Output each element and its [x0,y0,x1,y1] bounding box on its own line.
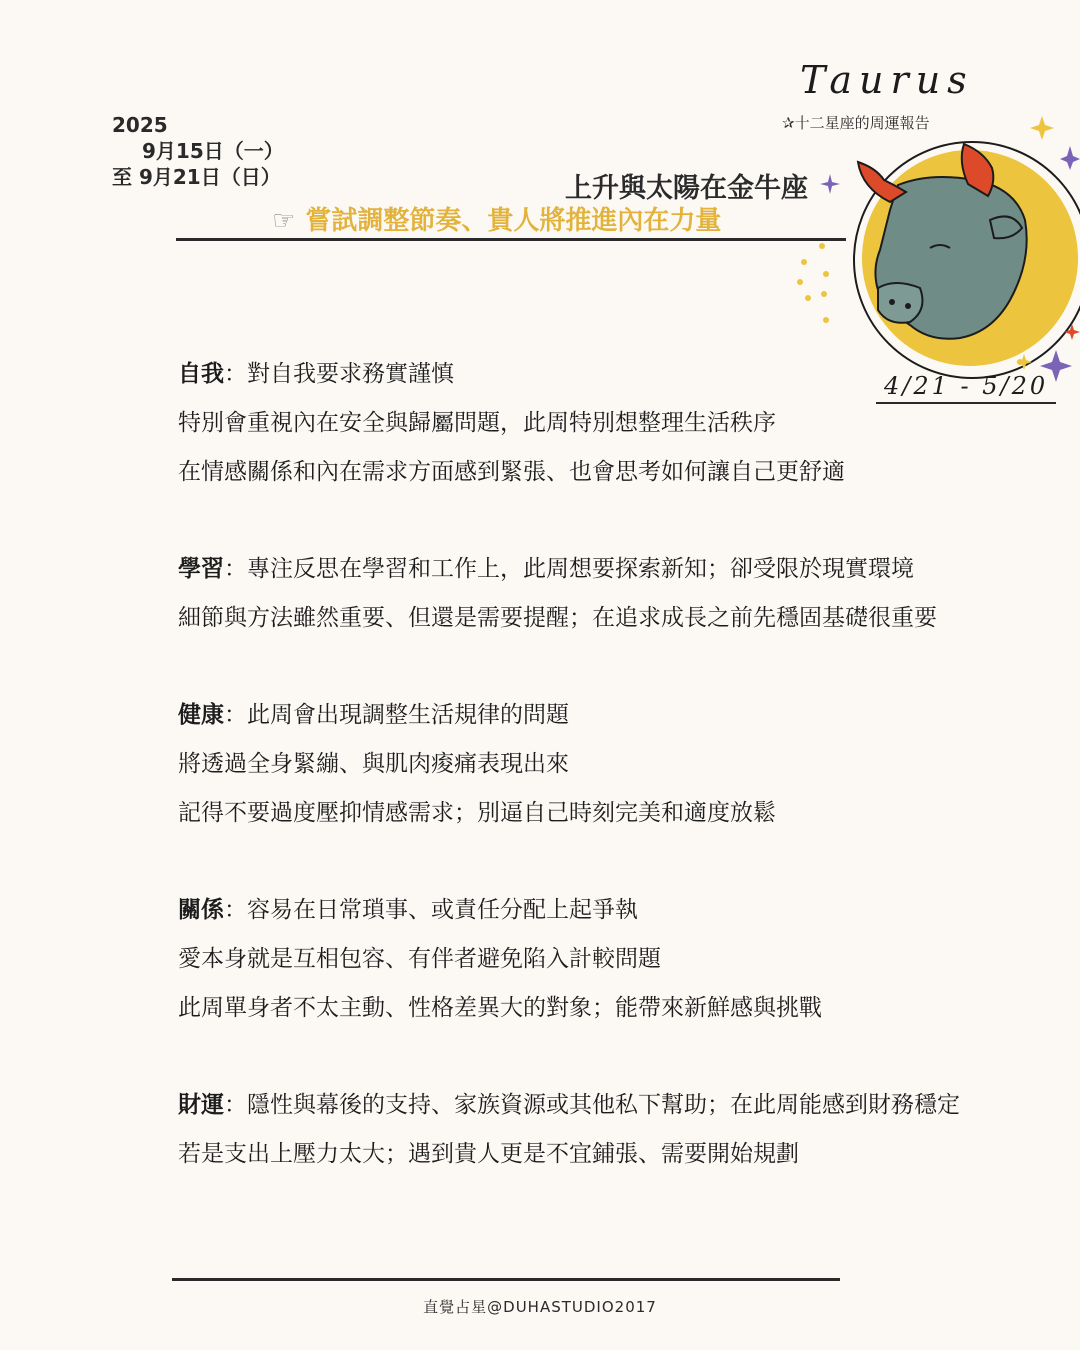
sign-title: Taurus [800,58,974,102]
section-self: 自我：對自我要求務實謹慎 特別會重視內在安全與歸屬問題，此周特別想整理生活秩序 在情感關係和內在需求方面感到緊張、也會思考如何讓自己更舒適 [178,350,1068,497]
star-icon [1060,146,1080,170]
subhead-text: 嘗試調整節奏、貴人將推進內在力量 [305,206,722,236]
page-subhead [272,200,721,237]
section-label: 財運 [178,1092,224,1118]
date-start: 9月15日（一） [142,139,284,163]
section-line: 愛本身就是互相包容、有伴者避免陷入計較問題 [178,946,661,972]
section-relationship: 關係：容易在日常瑣事、或責任分配上起爭執 愛本身就是互相包容、有伴者避免陷入計較問題 此周單身者不太主動、性格差異大的對象；能帶來新鮮感與挑戰 [178,886,1068,1033]
star-icon [1030,116,1054,140]
section-lead: 專注反思在學習和工作上，此周想要探索新知；卻受限於現實環境 [247,556,914,582]
section-study: 學習：專注反思在學習和工作上，此周想要探索新知；卻受限於現實環境 細節與方法雖然重要、但還是需要提醒；在追求成長之前先穩固基礎很重要 [178,545,1068,643]
section-label: 關係 [178,897,224,923]
section-lead: 此周會出現調整生活規律的問題 [247,702,569,728]
section-label: 學習 [178,556,224,582]
sign-subtitle: ✰十二星座的周運報告 [782,114,930,132]
pointing-hand-icon: ☞ [272,206,296,236]
section-line: 在情感關係和內在需求方面感到緊張、也會思考如何讓自己更舒適 [178,459,845,485]
forecast-content [178,350,1068,1227]
star-icon [820,174,840,194]
section-lead: 對自我要求務實謹慎 [247,361,454,387]
section-line: 記得不要過度壓抑情感需求；別逼自己時刻完美和適度放鬆 [178,800,776,826]
section-wealth: 財運：隱性與幕後的支持、家族資源或其他私下幫助；在此周能感到財務穩定 若是支出上壓力太大；遇到貴人更是不宜鋪張、需要開始規劃 [178,1081,1068,1179]
sign-date-range: 4/21 - 5/20 [884,372,1049,400]
section-health: 健康：此周會出現調整生活規律的問題 將透過全身緊繃、與肌肉痠痛表現出來 記得不要過度壓抑情感需求；別逼自己時刻完美和適度放鬆 [178,691,1068,838]
header-divider [176,238,846,241]
footer-credit: 直覺占星@DUHASTUDIO2017 [423,1298,657,1316]
section-line: 若是支出上壓力太大；遇到貴人更是不宜鋪張、需要開始規劃 [178,1141,799,1167]
date-block [112,112,284,190]
footer-divider [172,1278,840,1281]
section-line: 細節與方法雖然重要、但還是需要提醒；在追求成長之前先穩固基礎很重要 [178,605,937,631]
section-line: 特別會重視內在安全與歸屬問題，此周特別想整理生活秩序 [178,410,776,436]
section-line: 將透過全身緊繃、與肌肉痠痛表現出來 [178,751,569,777]
section-line: 此周單身者不太主動、性格差異大的對象；能帶來新鮮感與挑戰 [178,995,822,1021]
section-lead: 隱性與幕後的支持、家族資源或其他私下幫助；在此周能感到財務穩定 [247,1092,960,1118]
section-lead: 容易在日常瑣事、或責任分配上起爭執 [247,897,638,923]
section-label: 自我 [178,361,224,387]
star-icon [1064,324,1080,340]
page-headline: 上升與太陽在金牛座 [565,173,808,204]
date-end: 至 9月21日（日） [112,165,281,189]
date-year: 2025 [112,113,168,137]
section-label: 健康 [178,702,224,728]
